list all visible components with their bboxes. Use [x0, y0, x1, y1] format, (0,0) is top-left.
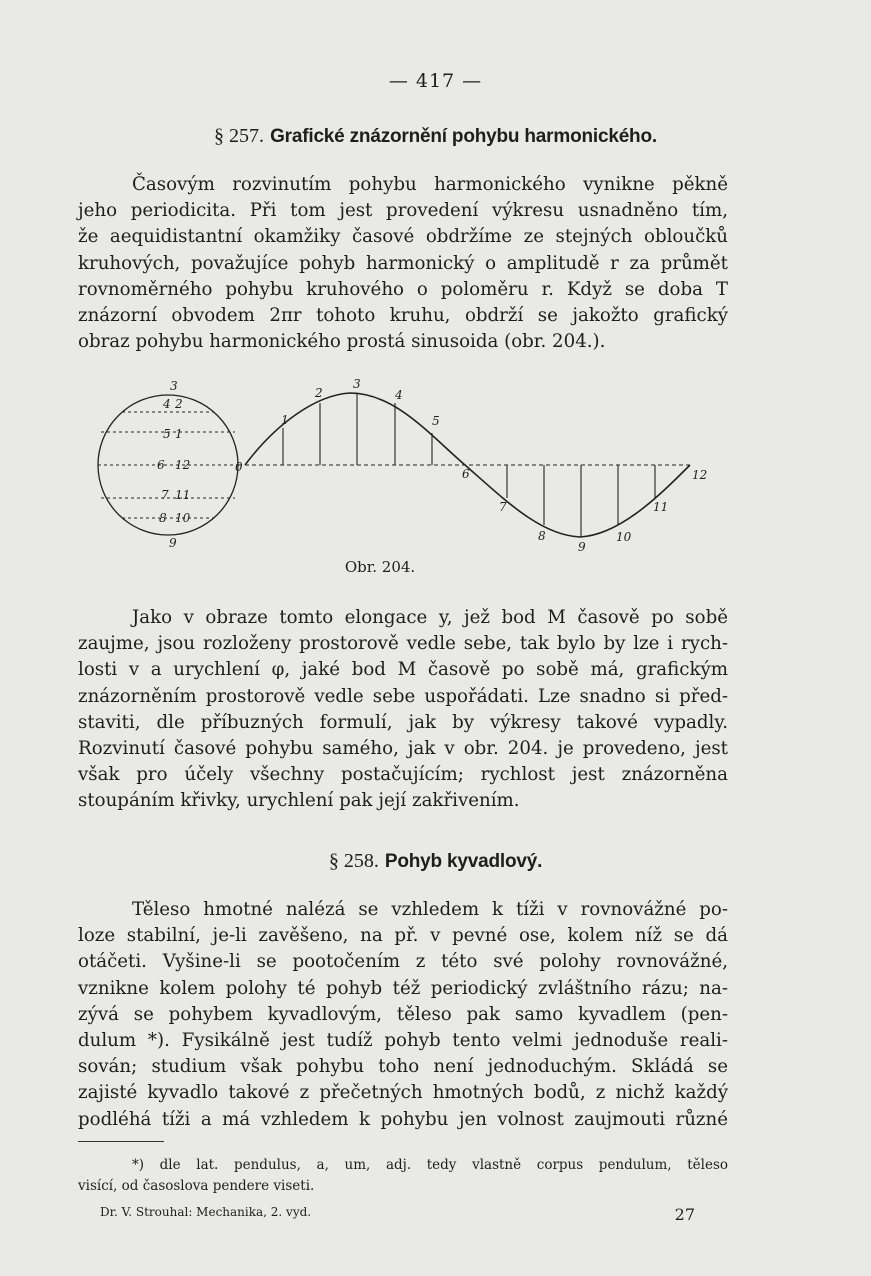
- circle-label: 2: [175, 397, 183, 411]
- text-line: dulum *). Fysikálně jest tudíž pohyb tento velmi jednoduše reali-: [78, 1030, 728, 1052]
- curve-label: 6: [462, 467, 470, 481]
- section-number: § 258.: [328, 850, 379, 872]
- curve-label: 10: [616, 530, 632, 544]
- section-258-heading: [0, 850, 871, 873]
- paragraph-2: [78, 605, 728, 815]
- section-number: § 257.: [214, 125, 265, 147]
- curve-label: 12: [692, 468, 708, 482]
- text-line: podléhá tíži a má vzhledem k pohybu jen volnost zaujmouti různé: [78, 1108, 728, 1130]
- section-title: Grafické znázornění pohybu harmonického.: [270, 126, 657, 147]
- text-line: že aequidistantní okamžiky časové obdržíme ze stejných obloučků: [78, 226, 728, 248]
- page-footer: [100, 1205, 695, 1224]
- text-line: sován; studium však pohybu toho není jednoduchým. Skládá se: [78, 1056, 728, 1078]
- section-257-heading: [0, 125, 871, 148]
- text-line: jeho periodicita. Při tom jest provedení výkresu usnadněno tím,: [78, 200, 728, 222]
- text-line: vznikne kolem polohy té pohyb též periodický zvláštního rázu; na-: [78, 977, 728, 999]
- section-title: Pohyb kyvadlový.: [384, 851, 543, 872]
- text-line: zývá se pohybem kyvadlovým, těleso pak samo kyvadlem (pen-: [78, 1003, 728, 1025]
- curve-label: 4: [395, 388, 403, 402]
- text-line: kruhových, považujíce pohyb harmonický o amplitudě r za průmět: [78, 252, 728, 274]
- sheet-number: 27: [674, 1205, 695, 1224]
- text-line: stoupáním křivky, urychlení pak její zakřivením.: [78, 790, 520, 812]
- text-line: obraz pohybu harmonického prostá sinusoida (obr. 204.).: [78, 331, 606, 353]
- curve-label: 5: [432, 414, 440, 428]
- page-number: — 417 —: [388, 70, 483, 92]
- circle-label: 9: [169, 536, 177, 550]
- circle-label: 6: [157, 458, 165, 472]
- text-line: Časovým rozvinutím pohybu harmonického vynikne pěkně: [132, 174, 728, 195]
- text-line: zaujme, jsou rozloženy prostorově vedle sebe, tak bylo by lze i rych-: [78, 633, 728, 655]
- curve-label: 8: [538, 529, 546, 543]
- circle-label: 12: [175, 458, 191, 472]
- footnote-line: *) dle lat. pendulus, a, um, adj. tedy vlastně corpus pendulum, těleso: [132, 1157, 728, 1173]
- signature-line: Dr. V. Strouhal: Mechanika, 2. vyd.: [100, 1205, 312, 1219]
- text-line: Těleso hmotné nalézá se vzhledem k tíži v rovnovážné po-: [132, 899, 728, 920]
- curve-label: 7: [499, 500, 507, 514]
- circle-label: 11: [175, 488, 191, 502]
- circle-label: 3: [170, 379, 178, 393]
- text-line: však pro účely všechny postačujícím; rychlost jest znázorněna: [78, 764, 728, 786]
- circle-label: 1: [175, 427, 183, 441]
- text-line: Rozvinutí časové pohybu samého, jak v obr. 204. je provedeno, jest: [78, 738, 728, 760]
- footnote-line: visící, od časoslova pendere viseti.: [78, 1178, 315, 1194]
- paragraph-1: [78, 172, 728, 355]
- text-line: losti v a urychlení φ, jaké bod M časově po sobě má, grafickým: [78, 659, 728, 681]
- circle-label: 0: [235, 460, 243, 474]
- text-line: rovnoměrného pohybu kruhového o poloměru r. Když se doba T: [78, 278, 728, 300]
- curve-label: 1: [281, 413, 289, 427]
- footnote-rule: [78, 1141, 164, 1142]
- text-line: znázorní obvodem 2πr tohoto kruhu, obdrží se jakožto grafický: [78, 305, 728, 327]
- sinusoid-figure: [95, 375, 715, 560]
- text-line: loze stabilní, je-li zavěšeno, na př. v pevné ose, kolem níž se dá: [78, 925, 728, 947]
- curve-label: 3: [353, 377, 361, 391]
- circle-label: 10: [175, 511, 191, 525]
- curve-label: 11: [653, 500, 669, 514]
- curve-label: 9: [578, 540, 586, 554]
- text-line: zajisté kyvadlo takové z přečetných hmotných bodů, z nichž každý: [78, 1082, 728, 1104]
- text-line: staviti, dle příbuzných formulí, jak by výkresy takové vypadly.: [78, 711, 728, 733]
- text-line: otáčeti. Vyšine-li se pootočením z této své polohy rovnovážné,: [78, 951, 728, 973]
- paragraph-3: [78, 897, 728, 1133]
- footnote: [78, 1155, 728, 1197]
- circle-label: 4: [163, 397, 171, 411]
- circle-label: 8: [159, 511, 167, 525]
- circle-label: 5: [163, 427, 171, 441]
- circle-label: 7: [161, 488, 169, 502]
- text-line: Jako v obraze tomto elongace y, jež bod M časově po sobě: [132, 607, 728, 628]
- text-line: znázorněním prostorově vedle sebe uspořádati. Lze snadno si před-: [78, 685, 728, 707]
- figure-caption: Obr. 204.: [344, 558, 416, 576]
- curve-label: 2: [315, 386, 323, 400]
